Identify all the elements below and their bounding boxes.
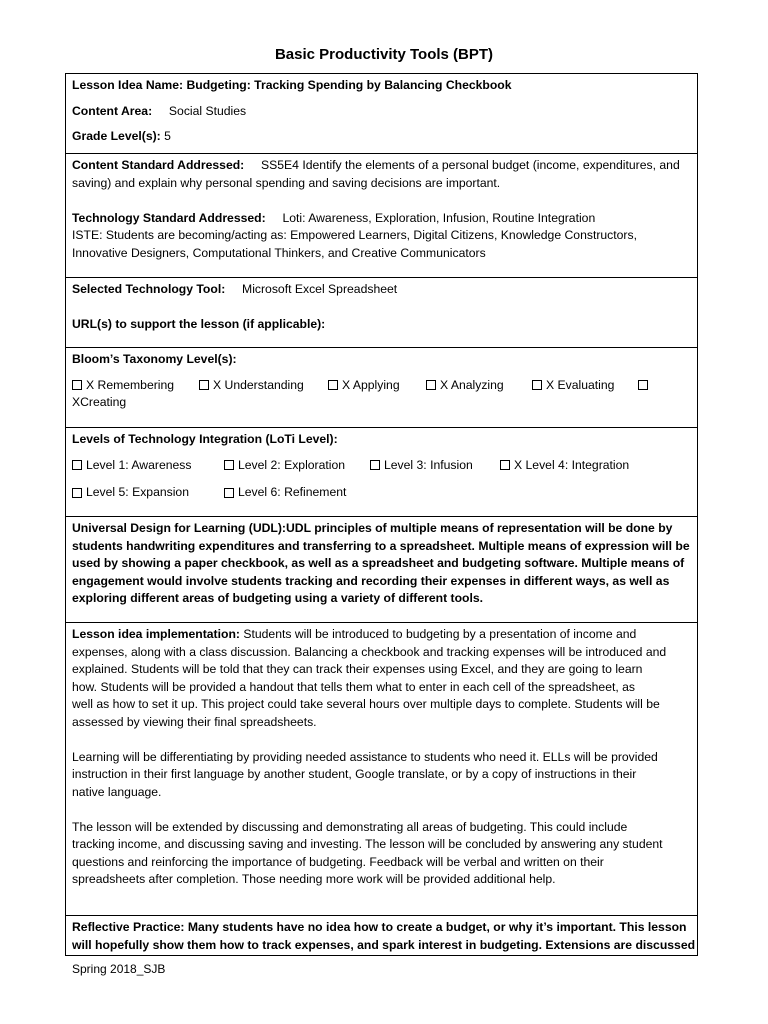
checkbox-icon bbox=[500, 460, 510, 470]
checkbox-icon bbox=[370, 460, 380, 470]
blooms-understanding[interactable]: X Understanding bbox=[199, 377, 328, 395]
standards-section bbox=[66, 154, 697, 278]
udl-line-5: exploring different areas of budgeting using a variety of different tools. bbox=[72, 591, 484, 605]
content-area-row bbox=[72, 103, 691, 121]
loti-level-4[interactable]: X Level 4: Integration bbox=[500, 457, 629, 475]
content-standard-value-1: SS5E4 Identify the elements of a personal budget (income, expenditures, and bbox=[261, 158, 680, 172]
implementation-p3-line-4: spreadsheets after completion. Those needing more work will be provided additional help. bbox=[72, 872, 556, 886]
checkbox-icon bbox=[426, 380, 436, 390]
implementation-first-line bbox=[72, 626, 691, 644]
iste-line-2: Innovative Designers, Computational Thinkers, and Creative Communicators bbox=[72, 245, 486, 260]
lesson-name-label: Lesson Idea Name: bbox=[72, 78, 184, 92]
reflective-section bbox=[66, 916, 697, 954]
grade-level-value: 5 bbox=[164, 129, 171, 143]
udl-line-4: engagement would involve students tracking and recording their expenses in different ways, as well as bbox=[72, 573, 670, 588]
technology-tool-value: Microsoft Excel Spreadsheet bbox=[242, 282, 398, 296]
blooms-options-row bbox=[72, 377, 691, 395]
content-area-value: Social Studies bbox=[168, 103, 247, 118]
checkbox-icon bbox=[72, 380, 82, 390]
blooms-remembering[interactable]: X Remembering bbox=[72, 377, 199, 395]
implementation-p1-line-2: explained. Students will be told that they can track their expenses using Excel, and they are going to learn bbox=[72, 662, 643, 676]
implementation-p3-line-1: The lesson will be extended by discussing and demonstrating all areas of budgeting. This could include bbox=[72, 819, 628, 834]
blooms-creating-checkbox[interactable] bbox=[638, 377, 652, 395]
loti-level-6[interactable]: Level 6: Refinement bbox=[224, 484, 346, 502]
blooms-creating-label: XCreating bbox=[72, 395, 127, 409]
implementation-p1-line-5: assessed by viewing their final spreadsheets. bbox=[72, 714, 317, 729]
technology-standard-row bbox=[72, 210, 691, 228]
lesson-plan-form bbox=[65, 73, 698, 956]
content-standard-value-2: saving) and explain why personal spending and saving decisions are important. bbox=[72, 175, 501, 190]
grade-level-label: Grade Level(s): bbox=[72, 129, 161, 143]
loti-row-2 bbox=[72, 484, 691, 502]
technology-tool-row bbox=[72, 281, 691, 299]
reflective-line-1: Reflective Practice: Many students have no idea how to create a budget, or why it’s important. This lesson bbox=[72, 920, 687, 934]
checkbox-icon bbox=[224, 488, 234, 498]
technology-tool-label: Selected Technology Tool: bbox=[72, 282, 226, 296]
loti-section bbox=[66, 428, 697, 517]
implementation-p2-line-1: Learning will be differentiating by providing needed assistance to students who need it. ELLs will be provided bbox=[72, 749, 658, 764]
implementation-p1-line-1: expenses, along with a class discussion. Balancing a checkbook and tracking expenses will be introduced and bbox=[72, 644, 667, 659]
page-title: Basic Productivity Tools (BPT) bbox=[274, 46, 494, 63]
url-label: URL(s) to support the lesson (if applicable): bbox=[72, 317, 326, 331]
implementation-section bbox=[66, 623, 697, 916]
implementation-p1-line-3: how. Students will be provided a handout that tells them what to enter in each cell of the spreadsheet, as bbox=[72, 679, 636, 694]
blooms-section bbox=[66, 348, 697, 428]
loti-level-1[interactable]: Level 1: Awareness bbox=[72, 457, 224, 475]
loti-level-5[interactable]: Level 5: Expansion bbox=[72, 484, 224, 502]
lesson-name-row bbox=[72, 77, 691, 95]
implementation-first-line-text: Students will be introduced to budgeting by a presentation of income and bbox=[243, 627, 637, 641]
implementation-p1-line-4: well as how to set it up. This project could take several hours over multiple days to complete. Students will be bbox=[72, 697, 660, 711]
content-standard-row bbox=[72, 157, 691, 175]
implementation-p3-line-2: tracking income, and discussing saving and investing. The lesson will be concluded by answering any student bbox=[72, 837, 663, 851]
blooms-evaluating[interactable]: X Evaluating bbox=[532, 377, 638, 395]
implementation-p2-line-2: instruction in their first language by another student, Google translate, or by a copy of instructions in their bbox=[72, 767, 637, 781]
checkbox-icon bbox=[532, 380, 542, 390]
technology-standard-value: Loti: Awareness, Exploration, Infusion, Routine Integration bbox=[282, 210, 596, 225]
content-area-label: Content Area: bbox=[72, 103, 153, 118]
udl-section bbox=[66, 517, 697, 623]
implementation-p3-line-3: questions and reinforcing the importance of budgeting. Feedback will be verbal and written on their bbox=[72, 854, 604, 869]
lesson-name-value: Budgeting: Tracking Spending by Balancing Checkbook bbox=[186, 78, 512, 92]
loti-level-2[interactable]: Level 2: Exploration bbox=[224, 457, 370, 475]
checkbox-icon bbox=[224, 460, 234, 470]
checkbox-icon bbox=[199, 380, 209, 390]
udl-line-3: used by showing a paper checkbook, as well as a spreadsheet and budgeting software. Multiple means of bbox=[72, 556, 685, 570]
checkbox-icon bbox=[638, 380, 648, 390]
udl-line-2: students handwriting expenditures and transferring to a spreadsheet. Multiple means of expression will be bbox=[72, 538, 690, 553]
content-standard-label: Content Standard Addressed: bbox=[72, 158, 245, 172]
footer-text: Spring 2018_SJB bbox=[72, 962, 166, 976]
implementation-p2-line-3: native language. bbox=[72, 784, 162, 799]
loti-label: Levels of Technology Integration (LoTi Level): bbox=[72, 432, 338, 446]
loti-row-1 bbox=[72, 457, 691, 475]
technology-standard-label: Technology Standard Addressed: bbox=[72, 210, 266, 225]
loti-level-3[interactable]: Level 3: Infusion bbox=[370, 457, 500, 475]
checkbox-icon bbox=[72, 460, 82, 470]
blooms-label: Bloom’s Taxonomy Level(s): bbox=[72, 352, 237, 366]
grade-level-row bbox=[72, 128, 691, 146]
iste-line-1: ISTE: Students are becoming/acting as: Empowered Learners, Digital Citizens, Knowledge Constructors, bbox=[72, 228, 637, 242]
technology-tool-section bbox=[66, 278, 697, 348]
udl-line-1: Universal Design for Learning (UDL):UDL principles of multiple means of representation will be done by bbox=[72, 521, 673, 535]
lesson-info-section bbox=[66, 74, 697, 154]
reflective-line-2: will hopefully show them how to track expenses, and spark interest in budgeting. Extensions are discussed bbox=[72, 937, 696, 952]
blooms-analyzing[interactable]: X Analyzing bbox=[426, 377, 532, 395]
implementation-label: Lesson idea implementation: bbox=[72, 627, 240, 641]
blooms-applying[interactable]: X Applying bbox=[328, 377, 426, 395]
checkbox-icon bbox=[328, 380, 338, 390]
checkbox-icon bbox=[72, 488, 82, 498]
